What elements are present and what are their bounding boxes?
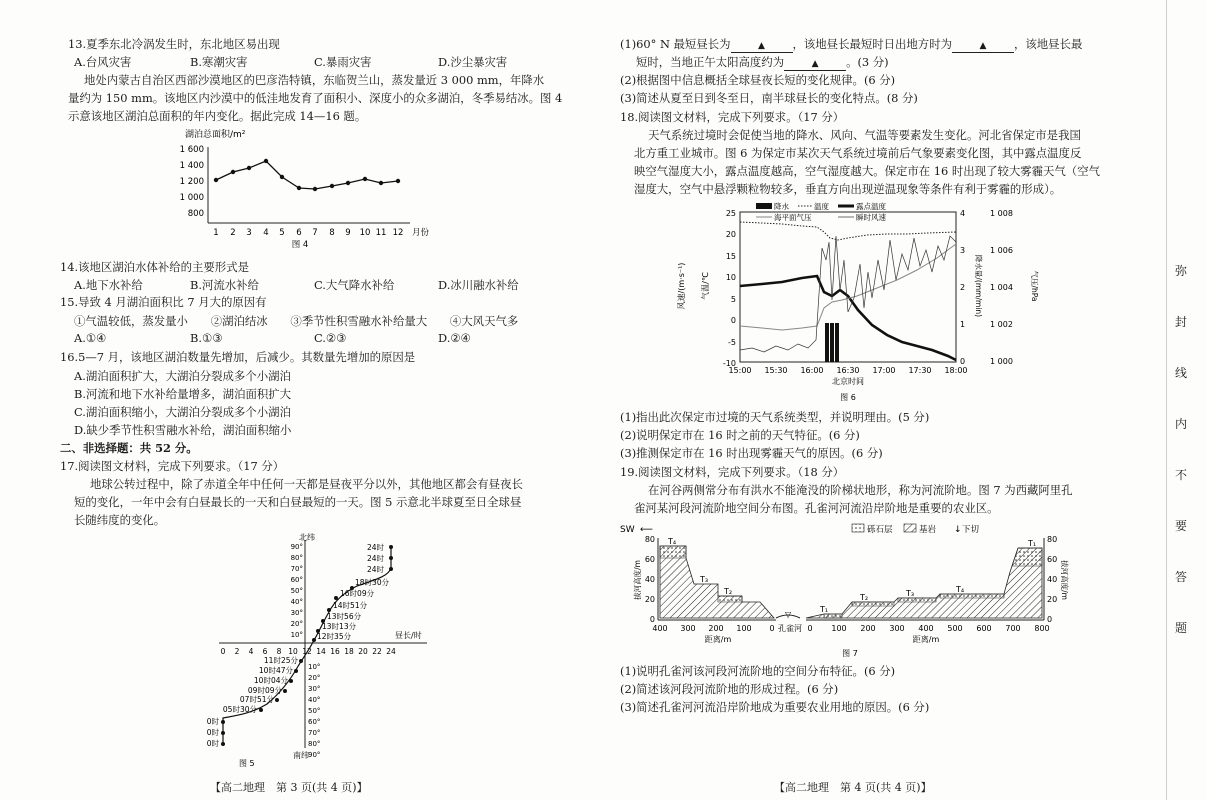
fig6-ytick-pressure: 1 006	[990, 246, 1013, 255]
fig6-xtick: 18:00	[944, 366, 968, 375]
fig5-south: 南纬	[293, 751, 309, 760]
fig6-temperature-line	[740, 222, 956, 240]
fig5-nlabel: 13时56分	[327, 612, 362, 621]
fig6-ytick-precip: 4	[960, 209, 966, 218]
fig5-slat: 90°	[308, 751, 321, 759]
fig6-xtick: 16:30	[836, 366, 860, 375]
fig5-point	[221, 731, 225, 735]
fig7-xtick-right: 300	[889, 624, 905, 633]
answer-blank[interactable]: ▲	[952, 40, 1014, 53]
fig5-xtick: 18	[344, 647, 354, 656]
q15-items: ①气温较低，蒸发量小 ②湖泊结冰 ③季节性积雪融水补给量大 ④大风天气多	[74, 314, 519, 328]
binding-char: 不	[1175, 468, 1188, 482]
q19-sub-2: (2)简述该河段河流阶地的形成过程。(6 分)	[620, 682, 839, 696]
q17-text-3: 长随纬度的变化。	[74, 513, 166, 527]
fig4-xtick: 3	[246, 228, 252, 238]
fig6-ytick-precip: 0	[960, 357, 966, 366]
fig7-ytick-left: 60	[644, 555, 655, 564]
fig5-nlat: 70°	[290, 565, 303, 573]
fig7-ytick-right: 0	[1047, 615, 1053, 624]
fig5-slabel: 10时47分	[258, 666, 293, 675]
fig7-xtick-right: 0	[807, 624, 813, 633]
fig4-point	[264, 159, 268, 163]
fig5-point	[389, 556, 393, 560]
fig6-precip-bar	[830, 323, 834, 362]
fig4-xtick: 12	[392, 228, 404, 238]
q16-option-d: D.缺少季节性积雪融水补给，湖泊面积缩小	[74, 423, 292, 437]
intro-line-3: 示意该地区湖泊总面积的年内变化。据此完成 14—16 题。	[68, 109, 367, 123]
fig7-ytick-left: 0	[649, 615, 655, 624]
q15-option-a: A.①④	[74, 331, 107, 345]
right-page	[596, 0, 1156, 800]
q17-sub-1-e: 。(3 分)	[846, 55, 889, 69]
q17-sub-1-b: ，该地昼长最短时日出地方时为	[792, 37, 952, 51]
fig7-ytick-left: 20	[644, 595, 655, 604]
fig5-point	[289, 679, 293, 683]
q13-stem: 13.夏季东北冷涡发生时，东北地区易出现	[68, 37, 280, 51]
fig6-ytick-left: 5	[730, 295, 736, 304]
fig5-point	[389, 567, 393, 571]
fig6-legend: 露点温度	[856, 202, 886, 211]
fig4-xtick: 6	[296, 228, 302, 238]
fig5-point	[294, 669, 298, 673]
fig4-point	[396, 179, 400, 183]
fig6-xtick: 16:00	[800, 366, 824, 375]
q17-text-1: 地球公转过程中，除了赤道全年中任何一天都是昼夜平分以外，其他地区都会有昼夜长	[90, 477, 523, 491]
fig5-xtick: 6	[262, 647, 268, 656]
fig5-xtick: 10	[288, 647, 298, 656]
fig7-xlabel-right: 距离/m	[912, 635, 940, 644]
fig6-xtick: 17:00	[872, 366, 896, 375]
figure-6-weather-chart	[672, 200, 1052, 405]
fig6-ytick-left: 20	[725, 230, 736, 239]
q19-sub-3: (3)简述孔雀河河流沿岸阶地成为重要农业用地的原因。(6 分)	[620, 700, 930, 714]
intro-line-1: 地处内蒙古自治区西部沙漠地区的巴彦浩特镇，东临贺兰山，蒸发量近 3 000 mm，年降水	[84, 73, 545, 87]
fig5-daylength-curve	[220, 547, 391, 744]
q14-option-a: A.地下水补给	[74, 278, 143, 292]
fig5-nlat: 20°	[290, 620, 303, 628]
fig4-xtick: 4	[263, 228, 269, 238]
fig5-nlabel: 18时30分	[355, 578, 390, 587]
fig7-gravel-t2-right	[852, 602, 894, 606]
fig5-point	[259, 708, 263, 712]
fig5-xtick: 0	[220, 647, 226, 656]
q18-stem: 18.阅读图文材料，完成下列要求。（17 分）	[620, 110, 845, 124]
q15-option-c: C.②③	[314, 331, 347, 345]
fig5-point	[221, 742, 225, 746]
fig6-ytick-pressure: 1 008	[990, 209, 1013, 218]
fig6-legend: 温度	[814, 202, 829, 211]
fig5-slabel: 0时	[206, 717, 219, 726]
fig4-xtick: 10	[359, 228, 371, 238]
fig4-xtick: 7	[312, 228, 318, 238]
fig5-xtick: 22	[372, 647, 382, 656]
q17-sub-1-c: ，该地昼长最	[1013, 37, 1083, 51]
fig5-nlat: 80°	[290, 554, 303, 562]
fig7-ytick-right: 40	[1047, 575, 1058, 584]
fig7-gravel-t2-left	[718, 596, 742, 602]
fig6-precip-bar	[835, 323, 839, 362]
fig5-slabel: 07时51分	[239, 695, 274, 704]
q16-stem: 16.5—7 月，该地区湖泊数量先增加，后减少。其数量先增加的原因是	[60, 350, 416, 364]
fig6-ylabel-pressure: 气压/hPa	[1030, 270, 1039, 302]
q18-text-3: 映空气湿度大小，露点温度越高，空气湿度越大。保定市在 16 时出现了较大雾霾天气（空气	[634, 164, 1100, 178]
q18-sub-2: (2)说明保定市在 16 时之前的天气特征。(6 分)	[620, 428, 860, 442]
fig6-wind-line	[740, 236, 956, 352]
fig5-caption: 图 5	[239, 759, 255, 768]
fig4-point	[313, 187, 317, 191]
fig5-slat: 30°	[308, 685, 321, 693]
fig7-terrace-label: T₃	[906, 589, 915, 598]
fig5-slat: 40°	[308, 696, 321, 704]
fig5-slabel: 0时	[206, 728, 219, 737]
fig6-ylabel-temp: 气温/℃	[701, 272, 710, 300]
q19-text-2: 雀河某河段河流阶地空间分布图。孔雀河河流沿岸阶地是重要的农业区。	[634, 501, 999, 515]
fig4-area-line	[216, 161, 398, 189]
q16-option-a: A.湖泊面积扩大，大湖泊分裂成多个小湖泊	[74, 369, 291, 383]
fig4-point	[297, 186, 301, 190]
q14-option-c: C.大气降水补给	[314, 278, 395, 292]
figure-4-lake-area-chart	[160, 125, 440, 255]
fig7-xlabel-left: 距离/m	[704, 635, 732, 644]
binding-char: 封	[1175, 315, 1188, 329]
fig6-ytick-precip: 2	[960, 283, 966, 292]
fig7-terrace-label: T₁	[820, 605, 829, 614]
fig4-point	[330, 184, 334, 188]
figure-7-terrace-profile	[614, 518, 1069, 663]
figure-5-daylength-chart	[205, 530, 445, 770]
fig7-legend-gravel: 砾石层	[867, 525, 893, 535]
fig7-xtick-left: 0	[769, 624, 775, 633]
right-footer: 【高二地理 第 4 页(共 4 页)】	[774, 781, 932, 794]
fig7-bedrock-swatch	[904, 524, 916, 532]
fig5-point	[283, 689, 287, 693]
fig7-down-arrow-icon: ↓	[954, 525, 962, 535]
fig7-gravel-top-right	[1012, 548, 1042, 566]
q19-stem: 19.阅读图文材料，完成下列要求。（18 分）	[620, 465, 845, 479]
fig4-xtick: 11	[375, 228, 387, 238]
fig4-xlabel: 月份	[412, 228, 430, 238]
fig5-xlabel: 昼长/时	[395, 631, 422, 640]
q14-option-b: B.河流水补给	[190, 278, 259, 292]
fig7-legend-incision: 下切	[962, 525, 980, 535]
fig5-nlabel: 24时	[367, 565, 385, 574]
fig5-nlat: 30°	[290, 609, 303, 617]
fig4-point	[346, 181, 350, 185]
fig6-ytick-pressure: 1 000	[990, 357, 1013, 366]
fig5-xtick: 20	[358, 647, 368, 656]
fig6-ytick-pressure: 1 002	[990, 320, 1013, 329]
fig7-arrow-icon: ⟵	[640, 525, 653, 535]
fig5-xtick: 24	[386, 647, 396, 656]
fig5-xtick: 8	[276, 647, 282, 656]
fig5-slabel: 09时09分	[247, 686, 282, 695]
fig7-legend-bedrock: 基岩	[919, 525, 937, 535]
binding-char: 题	[1175, 621, 1188, 635]
fig7-right-bank	[806, 548, 1042, 618]
legend-precip-swatch	[756, 203, 772, 209]
fig6-dewpoint-line	[740, 276, 956, 360]
fig6-ylabel-wind: 风速/(m·s⁻¹)	[677, 262, 686, 310]
fig7-xtick-left: 100	[736, 624, 752, 633]
fig4-point	[379, 181, 383, 185]
fig7-ytick-right: 20	[1047, 595, 1058, 604]
fig7-terrace-label: T₂	[724, 587, 733, 596]
binding-margin	[1166, 0, 1207, 800]
fig4-xtick: 1	[213, 228, 219, 238]
fig7-ytick-right: 80	[1047, 535, 1058, 544]
fig7-gravel-swatch	[852, 524, 864, 532]
fig5-xtick: 4	[248, 647, 254, 656]
fig5-slat: 50°	[308, 707, 321, 715]
q17-sub-1-a: (1)60° N 最短昼长为	[620, 37, 731, 51]
fig6-ytick-left: 15	[725, 252, 736, 261]
fig5-slabel: 11时25分	[263, 656, 298, 665]
fig5-slat: 10°	[308, 663, 321, 671]
fig6-ytick-left: 25	[725, 209, 736, 218]
fig7-terrace-label: T₄	[668, 537, 677, 546]
fig5-nlabel: 13时13分	[322, 622, 357, 631]
fig4-ytick: 1 000	[179, 193, 204, 203]
answer-blank[interactable]: ▲	[784, 58, 846, 71]
fig7-river-label: 孔雀河	[778, 624, 802, 633]
fig4-point	[231, 170, 235, 174]
q16-option-c: C.湖泊面积缩小，大湖泊分裂成多个小湖泊	[74, 405, 291, 419]
fig6-ytick-precip: 1	[960, 320, 966, 329]
fig6-xtick: 15:30	[764, 366, 788, 375]
binding-char: 答	[1175, 570, 1188, 584]
fig6-caption: 图 6	[840, 393, 856, 402]
fig5-nlat: 50°	[290, 587, 303, 595]
fig7-gravel-t1-right	[824, 614, 842, 618]
fig7-xtick-right: 600	[976, 624, 992, 633]
fig7-terrace-label: T₁	[1028, 539, 1037, 548]
q17-text-2: 短的变化，一年中会有白昼最长的一天和白昼最短的一天。图 5 示意北半球夏至日全球昼	[74, 495, 522, 509]
fig4-xtick: 2	[230, 228, 236, 238]
q18-text-1: 天气系统过境时会促使当地的降水、风向、气温等要素发生变化。河北省保定市是我国	[648, 128, 1081, 142]
q15-stem: 15.导致 4 月湖泊面积比 7 月大的原因有	[60, 295, 267, 309]
fig4-ylabel: 湖泊总面积/m²	[185, 130, 246, 140]
binding-char: 要	[1175, 519, 1188, 533]
fig6-ytick-left: -10	[722, 359, 736, 368]
fig4-caption: 图 4	[291, 240, 309, 250]
fig5-xtick: 2	[234, 647, 240, 656]
fig7-gravel-t4-right	[940, 594, 1004, 598]
fig7-terrace-label: T₂	[860, 593, 869, 602]
fig7-ytick-left: 40	[644, 575, 655, 584]
fig5-nlabel: 24时	[367, 543, 385, 552]
fig6-xtick: 15:00	[728, 366, 752, 375]
fig7-ylabel-right: 拔河高度/m	[1060, 560, 1069, 600]
fig5-point	[312, 638, 316, 642]
fig7-gravel-t4-left	[660, 546, 686, 558]
q15-option-b: B.①③	[190, 331, 223, 345]
fig7-sw: SW	[620, 525, 635, 535]
fig5-slabel: 05时30分	[222, 705, 257, 714]
fig5-nlabel: 16时09分	[340, 589, 375, 598]
answer-blank[interactable]: ▲	[731, 40, 793, 53]
fig6-ytick-left: -5	[728, 338, 736, 347]
fig4-ytick: 1 200	[179, 177, 204, 187]
q17-sub-1-cont	[636, 55, 889, 71]
fig7-xtick-right: 400	[918, 624, 934, 633]
fig5-slabel: 0时	[206, 739, 219, 748]
fig6-ylabel-precip: 降水量/(mm/min)	[974, 254, 983, 318]
fig5-nlat: 40°	[290, 598, 303, 606]
fig5-xtick: 14	[316, 647, 326, 656]
fig7-xtick-left: 300	[680, 624, 696, 633]
fig4-point	[247, 166, 251, 170]
fig6-ytick-left: 0	[730, 316, 736, 325]
fig7-river-icon: ▽	[785, 610, 792, 619]
fig7-ylabel-left: 拔河高度/m	[633, 560, 642, 600]
q15-option-d: D.②④	[438, 331, 471, 345]
fig7-xtick-left: 200	[708, 624, 724, 633]
fig4-point	[214, 178, 218, 182]
fig7-ytick-left: 80	[644, 535, 655, 544]
q13-option-c: C.暴雨灾害	[314, 55, 372, 69]
fig7-ytick-right: 60	[1047, 555, 1058, 564]
fig4-point	[280, 175, 284, 179]
fig4-xtick: 9	[345, 228, 351, 238]
binding-char: 弥	[1175, 264, 1188, 278]
q18-sub-3: (3)推测保定市在 16 时出现雾霾天气的原因。(6 分)	[620, 446, 883, 460]
left-page	[0, 0, 590, 800]
fig7-xtick-right: 500	[947, 624, 963, 633]
fig7-terrace-label: T₃	[700, 575, 709, 584]
fig5-slat: 70°	[308, 729, 321, 737]
q14-option-d: D.冰川融水补给	[438, 278, 519, 292]
q18-text-4: 湿度大，空气中悬浮颗粒物较多，垂直方向出现逆温现象等条件有利于雾霾的形成）。	[634, 182, 1062, 196]
fig6-legend: 降水	[774, 202, 789, 211]
q13-option-d: D.沙尘暴灾害	[438, 55, 508, 69]
q17-sub-1	[620, 37, 1082, 53]
q19-text-1: 在河谷两侧常分布有洪水不能淹没的阶梯状地形，称为河流阶地。图 7 为西藏阿里孔	[648, 483, 1073, 497]
q17-sub-2: (2)根据图中信息概括全球昼夜长短的变化规律。(6 分)	[620, 73, 896, 87]
fig6-ytick-pressure: 1 004	[990, 283, 1013, 292]
fig5-point	[334, 596, 338, 600]
fig5-point	[275, 698, 279, 702]
fig4-xtick: 8	[329, 228, 335, 238]
fig5-point	[389, 545, 393, 549]
fig5-nlat: 10°	[290, 631, 303, 639]
fig5-slat: 60°	[308, 718, 321, 726]
fig7-xtick-right: 100	[831, 624, 847, 633]
q16-option-b: B.河流和地下水补给量增多，湖泊面积扩大	[74, 387, 292, 401]
fig4-ytick: 1 600	[179, 145, 204, 155]
fig5-xtick: 12	[302, 647, 312, 656]
fig5-slabel: 10时04分	[253, 676, 288, 685]
fig7-gravel-t3-right	[898, 598, 936, 602]
fig6-legend: 瞬时风速	[856, 213, 886, 222]
fig7-xtick-left: 400	[652, 624, 668, 633]
fig6-ytick-precip: 3	[960, 246, 966, 255]
fig7-caption: 图 7	[842, 649, 858, 658]
fig7-terrace-label: T₄	[956, 585, 965, 594]
fig7-xtick-right: 800	[1034, 624, 1050, 633]
q18-sub-1: (1)指出此次保定市过境的天气系统类型，并说明理由。(5 分)	[620, 410, 930, 424]
fig6-xtick: 17:30	[908, 366, 932, 375]
fig5-xtick: 16	[330, 647, 340, 656]
fig5-nlat: 90°	[290, 543, 303, 551]
binding-char: 内	[1175, 417, 1188, 431]
fig4-xtick: 5	[279, 228, 285, 238]
q13-option-a: A.台风灾害	[74, 55, 132, 69]
fig5-point	[221, 720, 225, 724]
fig6-precip-bar	[825, 323, 829, 362]
fig6-legend: 海平面气压	[774, 213, 812, 222]
section-2-title: 二、非选择题：共 52 分。	[60, 441, 198, 455]
left-footer: 【高二地理 第 3 页(共 4 页)】	[210, 781, 368, 794]
fig4-ytick: 800	[187, 209, 204, 219]
fig5-nlabel: 12时35分	[317, 632, 352, 641]
fig7-xtick-right: 700	[1005, 624, 1021, 633]
fig6-ytick-left: 10	[725, 273, 736, 282]
fig6-xlabel: 北京时间	[832, 377, 864, 386]
q17-sub-3: (3)简述从夏至日到冬至日，南半球昼长的变化特点。(8 分)	[620, 91, 918, 105]
q17-stem: 17.阅读图文材料，完成下列要求。（17 分）	[60, 459, 285, 473]
fig5-north: 北纬	[299, 533, 315, 542]
q18-text-2: 北方重工业城市。图 6 为保定市某次天气系统过境前后气象要素变化图，其中露点温度反	[634, 146, 1082, 160]
fig5-slat: 80°	[308, 740, 321, 748]
q19-sub-1: (1)说明孔雀河该河段河流阶地的空间分布特征。(6 分)	[620, 664, 896, 678]
fig5-point	[299, 659, 303, 663]
q17-sub-1-d: 短时，当地正午太阳高度约为	[636, 55, 785, 69]
fig5-nlat: 60°	[290, 576, 303, 584]
binding-char: 线	[1175, 366, 1188, 380]
fig5-nlabel: 24时	[367, 554, 385, 563]
q14-stem: 14.该地区湖泊水体补给的主要形式是	[60, 260, 249, 274]
fig4-ytick: 1 400	[179, 161, 204, 171]
fig4-point	[363, 177, 367, 181]
fig5-nlabel: 14时51分	[333, 601, 368, 610]
fig7-xtick-right: 200	[860, 624, 876, 633]
q13-option-b: B.寒潮灾害	[190, 55, 248, 69]
fig6-frame	[740, 212, 956, 362]
fig5-slat: 20°	[308, 674, 321, 682]
intro-line-2: 量约为 150 mm。该地区内沙漠中的低洼地发育了面积小、深度小的众多湖泊，冬季易结冰。图 4	[68, 91, 563, 105]
